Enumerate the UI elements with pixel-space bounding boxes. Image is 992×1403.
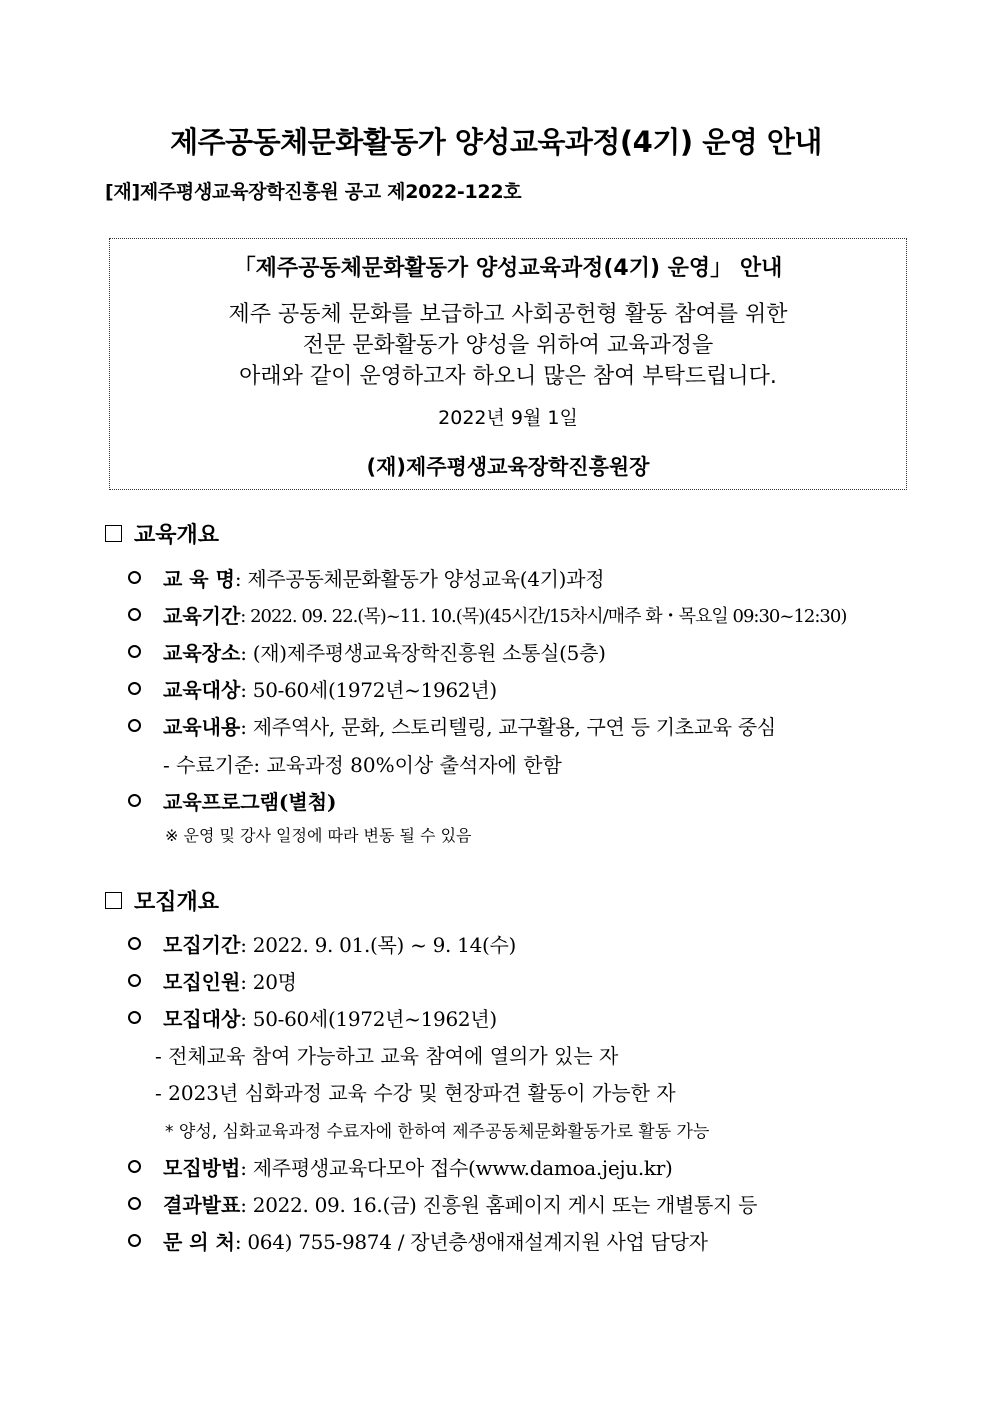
circle-bullet-icon [128,1160,141,1173]
circle-bullet-icon [128,1011,141,1024]
circle-bullet-icon [128,608,141,621]
circle-bullet-icon [128,719,141,732]
item-label: 모집방법 [163,1156,241,1180]
item-label: 교 육 명 [163,567,235,591]
education-item-name [128,563,604,592]
recruit-item-period [128,929,516,958]
item-value: : 2022. 9. 01.(목) ~ 9. 14(수) [240,933,517,957]
target-condition-2: - 2023년 심화과정 교육 수강 및 현장파견 활동이 가능한 자 [155,1081,676,1105]
target-condition-1: - 전체교육 참여 가능하고 교육 참여에 열의가 있는 자 [155,1044,619,1068]
item-label: 모집기간 [163,933,241,957]
schedule-note: ※ 운영 및 강사 일정에 따라 변동 될 수 있음 [165,826,472,845]
item-label: 교육내용 [163,715,241,739]
checkbox-square-icon [105,525,122,542]
announcement-line: 전문 문화활동가 양성을 위하여 교육과정을 [302,333,714,358]
circle-bullet-icon [128,682,141,695]
section-heading-label: 모집개요 [134,890,220,915]
item-value: : 50-60세(1972년~1962년) [240,1007,497,1031]
circle-bullet-icon [128,645,141,658]
circle-bullet-icon [128,571,141,584]
education-item-target [128,674,497,703]
completion-criteria: - 수료기준: 교육과정 80%이상 출석자에 한함 [163,753,562,777]
announcement-title: 「제주공동체문화활동가 양성교육과정(4기) 운영」 안내 [233,256,783,281]
section-heading-education [105,518,219,549]
announcement-box [109,238,907,490]
circle-bullet-icon [128,1234,141,1247]
circle-bullet-icon [128,1197,141,1210]
item-value: : 2022. 09. 22.(목)~11. 10.(목)(45시간/15차시/매주 화・목요일 09:30~12:30) [240,605,847,627]
section-heading-label: 교육개요 [134,523,220,548]
item-value: : 제주평생교육다모아 접수(www.damoa.jeju.kr) [240,1156,673,1180]
item-value: : (재)제주평생교육장학진흥원 소통실(5층) [240,641,606,665]
recruit-item-contact [128,1226,708,1255]
section-heading-recruitment [105,885,219,916]
education-item-place [128,637,606,666]
education-item-program [128,786,337,815]
announcement-date: 2022년 9월 1일 [438,407,578,429]
item-value: : 50-60세(1972년~1962년) [240,678,497,702]
recruit-item-count [128,966,297,995]
document-title: 제주공동체문화활동가 양성교육과정(4기) 운영 안내 [170,125,822,159]
notice-number: [재]제주평생교육장학진흥원 공고 제2022-122호 [105,181,522,203]
circle-bullet-icon [128,974,141,987]
recruit-item-target [128,1003,497,1032]
item-value: : 20명 [240,970,297,994]
item-label: 교육기간 [163,604,241,628]
item-label: 결과발표 [163,1193,241,1217]
item-label: 교육장소 [163,641,241,665]
announcement-line: 아래와 같이 운영하고자 하오니 많은 참여 부탁드립니다. [239,364,777,389]
circle-bullet-icon [128,794,141,807]
item-label: 교육대상 [163,678,241,702]
announcement-line: 제주 공동체 문화를 보급하고 사회공헌형 활동 참여를 위한 [228,302,788,327]
announcement-signature: (재)제주평생교육장학진흥원장 [366,455,650,479]
checkbox-square-icon [105,892,122,909]
item-label: 문 의 처 [163,1230,235,1254]
circle-bullet-icon [128,937,141,950]
announcement-body [110,299,906,392]
item-value: : 제주역사, 문화, 스토리텔링, 교구활용, 구연 등 기초교육 중심 [240,715,776,739]
education-item-content [128,711,776,740]
recruit-item-method [128,1152,672,1181]
item-label: 모집대상 [163,1007,241,1031]
item-label: 모집인원 [163,970,241,994]
activity-note: * 양성, 심화교육과정 수료자에 한하여 제주공동체문화활동가로 활동 가능 [165,1122,710,1142]
recruit-item-result [128,1189,757,1218]
item-value: : 2022. 09. 16.(금) 진흥원 홈페이지 게시 또는 개별통지 등 [240,1193,758,1217]
item-label: 교육프로그램(별첨) [163,790,337,814]
item-value: : 제주공동체문화활동가 양성교육(4기)과정 [234,567,605,591]
item-value: : 064) 755-9874 / 장년층생애재설계지원 사업 담당자 [234,1230,708,1254]
education-item-period [128,600,846,629]
